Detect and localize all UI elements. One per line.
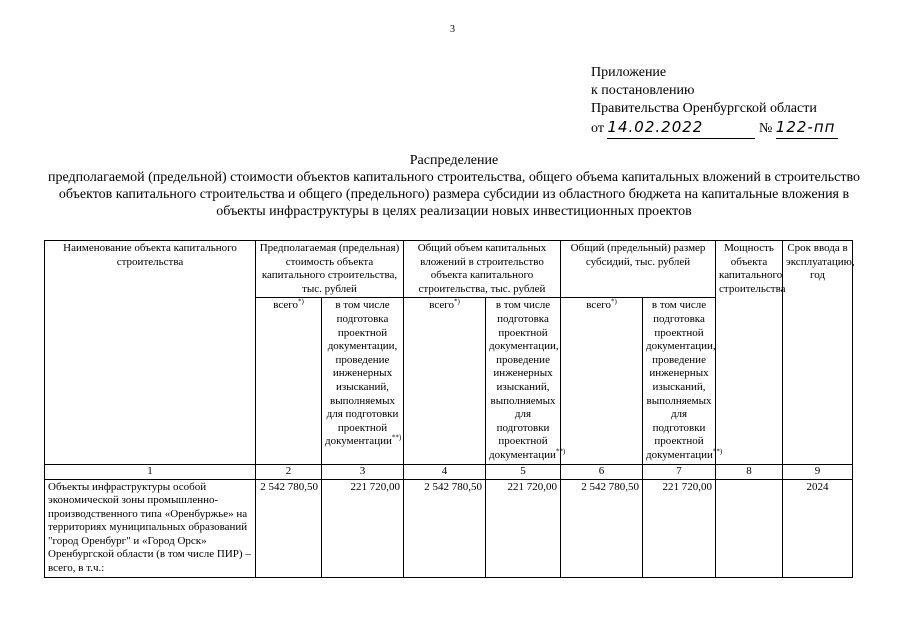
column-number: 8 — [716, 464, 783, 479]
column-number: 9 — [783, 464, 853, 479]
table-row — [45, 479, 853, 577]
header-capacity: Мощность объекта капитального строительства — [716, 241, 783, 465]
column-number: 1 — [45, 464, 256, 479]
appendix-date-line — [591, 118, 838, 139]
subsidy-total: 2 542 780,50 — [561, 479, 643, 577]
header-incl-design-3: в том числе подготовка проектной документации, проведение инженерных изысканий, выполняемых для подготовки проектной документации**) — [322, 298, 404, 464]
title-heading: Распределение — [409, 153, 499, 168]
appendix-line-1: Приложение — [591, 65, 667, 80]
investment-total: 2 542 780,50 — [404, 479, 486, 577]
title-body: предполагаемой (предельной) стоимости объектов капитального строительства, общего объема капитальных вложений в строительство объектов капитального строительства и общего (предельного) размера субсидии из областного бюджета на капитальные вложения в объекты инфраструктуры в целях реализации новых инвестиционных проектов — [47, 170, 861, 219]
header-name: Наименование объекта капитального строительства — [45, 241, 256, 465]
header-total-4: всего*) — [404, 298, 486, 464]
header-incl-design-5: в том числе подготовка проектной документации, проведение инженерных изысканий, выполняемых для подготовки проектной документации**) — [486, 298, 561, 464]
estimated-cost-design: 221 720,00 — [322, 479, 404, 577]
column-number: 7 — [643, 464, 716, 479]
column-number: 3 — [322, 464, 404, 479]
date-prefix: от — [591, 121, 604, 136]
subsidy-design: 221 720,00 — [643, 479, 716, 577]
column-number: 2 — [256, 464, 322, 479]
header-incl-design-7: в том числе подготовка проектной документации, проведение инженерных изысканий, выполняемых для подготовки проектной документации**) — [643, 298, 716, 464]
object-name-cell: Объекты инфраструктуры особой экономической зоны промышленно-производственного типа «Оренбуржье» на территориях муниципальных образований "город Оренбург" и «Город Орск» Оренбургской области (в том числе ПИР) – всего, в т.ч.: — [45, 479, 256, 577]
appendix-line-3: Правительства Оренбургской области — [591, 101, 817, 116]
page-number: 3 — [450, 24, 455, 35]
estimated-cost-total: 2 542 780,50 — [256, 479, 322, 577]
distribution-table — [44, 240, 853, 578]
column-number: 4 — [404, 464, 486, 479]
document-title — [40, 152, 868, 220]
header-total-6: всего*) — [561, 298, 643, 464]
header-subsidy: Общий (предельный) размер субсидий, тыс. рублей — [561, 241, 716, 298]
number-prefix: № — [758, 121, 773, 136]
column-number: 6 — [561, 464, 643, 479]
document-number: 122-пп — [775, 118, 836, 136]
appendix-block — [591, 64, 838, 139]
document-date: 14.02.2022 — [607, 118, 704, 136]
capacity-cell — [716, 479, 783, 577]
header-total-2: всего*) — [256, 298, 322, 464]
header-estimated-cost: Предполагаемая (предельная) стоимость объекта капитального строительства, тыс. рублей — [256, 241, 404, 298]
column-number: 5 — [486, 464, 561, 479]
header-total-investment: Общий объем капитальных вложений в строительство объекта капитального строительства, тыс. рублей — [404, 241, 561, 298]
column-numbers-row — [45, 464, 853, 479]
commissioning-year: 2024 — [783, 479, 853, 577]
appendix-line-2: к постановлению — [591, 83, 695, 98]
header-commissioning: Срок ввода в эксплуатацию, год — [783, 241, 853, 465]
investment-design: 221 720,00 — [486, 479, 561, 577]
